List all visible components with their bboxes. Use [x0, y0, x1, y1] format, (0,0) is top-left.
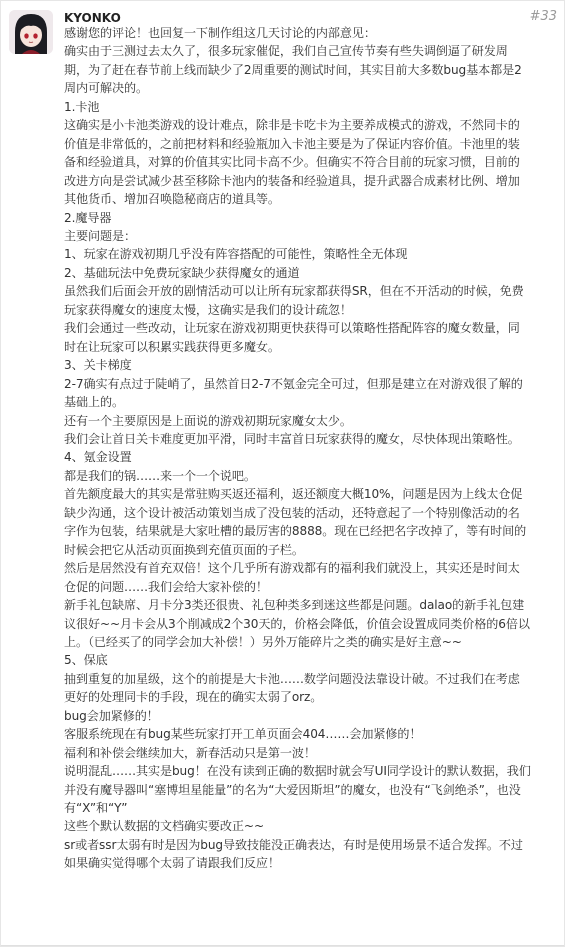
- comment-line: 首先额度最大的其实是常驻购买返还福利，返还额度大概10%，问题是因为上线太仓促: [64, 487, 523, 502]
- comment-line: 3、关卡梯度: [64, 358, 132, 373]
- comment-line: 有“X”和“Y”: [64, 801, 128, 816]
- comment-line: 4、氪金设置: [64, 450, 132, 465]
- comment-line: 价值是非常低的，之前把材料和经验瓶加入卡池主要是为了保证内容价值。卡池里的装: [64, 136, 520, 151]
- comment-line: 2、基础玩法中免费玩家缺少获得魔女的通道: [64, 265, 300, 280]
- author-name[interactable]: KYONKO: [64, 11, 121, 25]
- comment-body: [64, 24, 559, 873]
- comment-line: 这些个默认数据的文档确实要改正~~: [64, 819, 264, 834]
- comment-line: 玩家获得魔女的速度太慢，这确实是我们的设计疏忽！: [64, 302, 352, 317]
- comment-line: 都是我们的锅……来一个一个说吧。: [64, 468, 256, 483]
- comment-line: 上。（已经买了的同学会加大补偿！）另外万能碎片之类的确实是好主意~~: [64, 634, 462, 649]
- comment-line: 这确实是小卡池类游戏的设计难点，除非是卡吃卡为主要养成模式的游戏，不然同卡的: [64, 118, 520, 133]
- comment-line: 5、保底: [64, 653, 108, 668]
- comment-line: 1.卡池: [64, 99, 100, 114]
- floor-number: #33: [529, 9, 557, 24]
- comment-line: 2-7确实有点过于陡峭了，虽然首日2-7不氪金完全可过，但那是建立在对游戏很了解的: [64, 376, 523, 391]
- comment-line: 其他货币、增加召唤隐秘商店的道具等。: [64, 192, 280, 207]
- comment-line: 并没有魔导器叫“塞博坦星能量”的名为“大爱因斯坦”的魔女，也没有“飞剑绝杀”，也没: [64, 782, 521, 797]
- comment-line: 客服系统现在有bug某些玩家打开工单页面会404……会加紧修的！: [64, 727, 422, 742]
- comment-line: 主要问题是：: [64, 228, 136, 243]
- comment-line: 还有一个主要原因是上面说的游戏初期玩家魔女太少。: [64, 413, 352, 428]
- comment-line: 周内可解决的。: [64, 81, 148, 96]
- comment-line: 新手礼包缺席、月卡分3类还很贵、礼包种类多到迷这些都是问题。dalao的新手礼包建: [64, 598, 525, 613]
- comment-line: 改进方向是尝试减少甚至移除卡池内的装备和经验道具，提升武器合成素材比例、增加: [64, 173, 520, 188]
- comment-line: bug会加紧修的！: [64, 708, 159, 723]
- comment-line: 字作为包装，结果就是大家吐槽的最厉害的8888。现在已经把名字改掉了，等有时间的: [64, 524, 527, 539]
- comment-line: 虽然我们后面会开放的剧情活动可以让所有玩家都获得SR，但在不开活动的时候，免费: [64, 284, 524, 299]
- comment-line: 感谢您的评论！也回复一下制作组这几天讨论的内部意见：: [64, 26, 376, 40]
- comment-line: 我们会让首日关卡难度更加平滑，同时丰富首日玩家获得的魔女，尽快体现出策略性。: [64, 431, 520, 446]
- comment-line: 抽到重复的加星级，这个的前提是大卡池……数学问题没法靠设计破。不过我们在考虑: [64, 671, 520, 686]
- avatar-image: [9, 10, 53, 54]
- comment-line: 然后是居然没有首充双倍！这个几乎所有游戏都有的福利我们就没上，其实还是时间太: [64, 561, 520, 576]
- comment-line: 仓促的问题……我们会给大家补偿的！: [64, 579, 268, 594]
- comment-line: 2.魔导器: [64, 210, 112, 225]
- comment-line: 更好的处理同卡的手段，现在的确实太弱了orz。: [64, 690, 323, 705]
- divider: [1, 945, 564, 946]
- comment-line: 福利和补偿会继续加大，新春活动只是第一波！: [64, 745, 316, 760]
- avatar[interactable]: [9, 10, 53, 54]
- comment-line: 时在让玩家可以积累实践获得更多魔女。: [64, 339, 280, 354]
- comment-line: 时候会把它从活动页面换到充值页面的子栏。: [64, 542, 304, 557]
- comment-line: 备和经验道具，对算的价值其实比同卡高不少。但确实不符合目前的玩家习惯，目前的: [64, 155, 520, 170]
- comment-line: 缺少沟通，这个设计被活动策划当成了没包装的活动，还特意起了一个特别像活动的名: [64, 505, 520, 520]
- comment-line: 期，为了赶在春节前上线而缺少了2周重要的测试时间，其实目前大多数bug基本都是2: [64, 62, 522, 77]
- comment-line: 基础上的。: [64, 395, 124, 410]
- comment-line: 说明混乱……其实是bug！在没有读到正确的数据时就会写UI同学设计的默认数据，我们: [64, 764, 531, 779]
- comment-line: 1、玩家在游戏初期几乎没有阵容搭配的可能性，策略性全无体现: [64, 247, 408, 262]
- comment-line: sr或者ssr太弱有时是因为bug导致技能没正确表达，有时是使用场景不适合发挥。不过: [64, 837, 523, 852]
- comment-line: 确实由于三测过去太久了，很多玩家催促，我们自己宣传节奏有些失调倒逼了研发周: [64, 44, 508, 59]
- comment-line: 议很好~~月卡会从3个削减成2个30天的，价格会降低，价值会设置成同类价格的6倍以: [64, 616, 530, 631]
- comment-line: 如果确实觉得哪个太弱了请跟我们反应！: [64, 856, 280, 871]
- comment-line: 我们会通过一些改动，让玩家在游戏初期更快获得可以策略性搭配阵容的魔女数量，同: [64, 321, 520, 336]
